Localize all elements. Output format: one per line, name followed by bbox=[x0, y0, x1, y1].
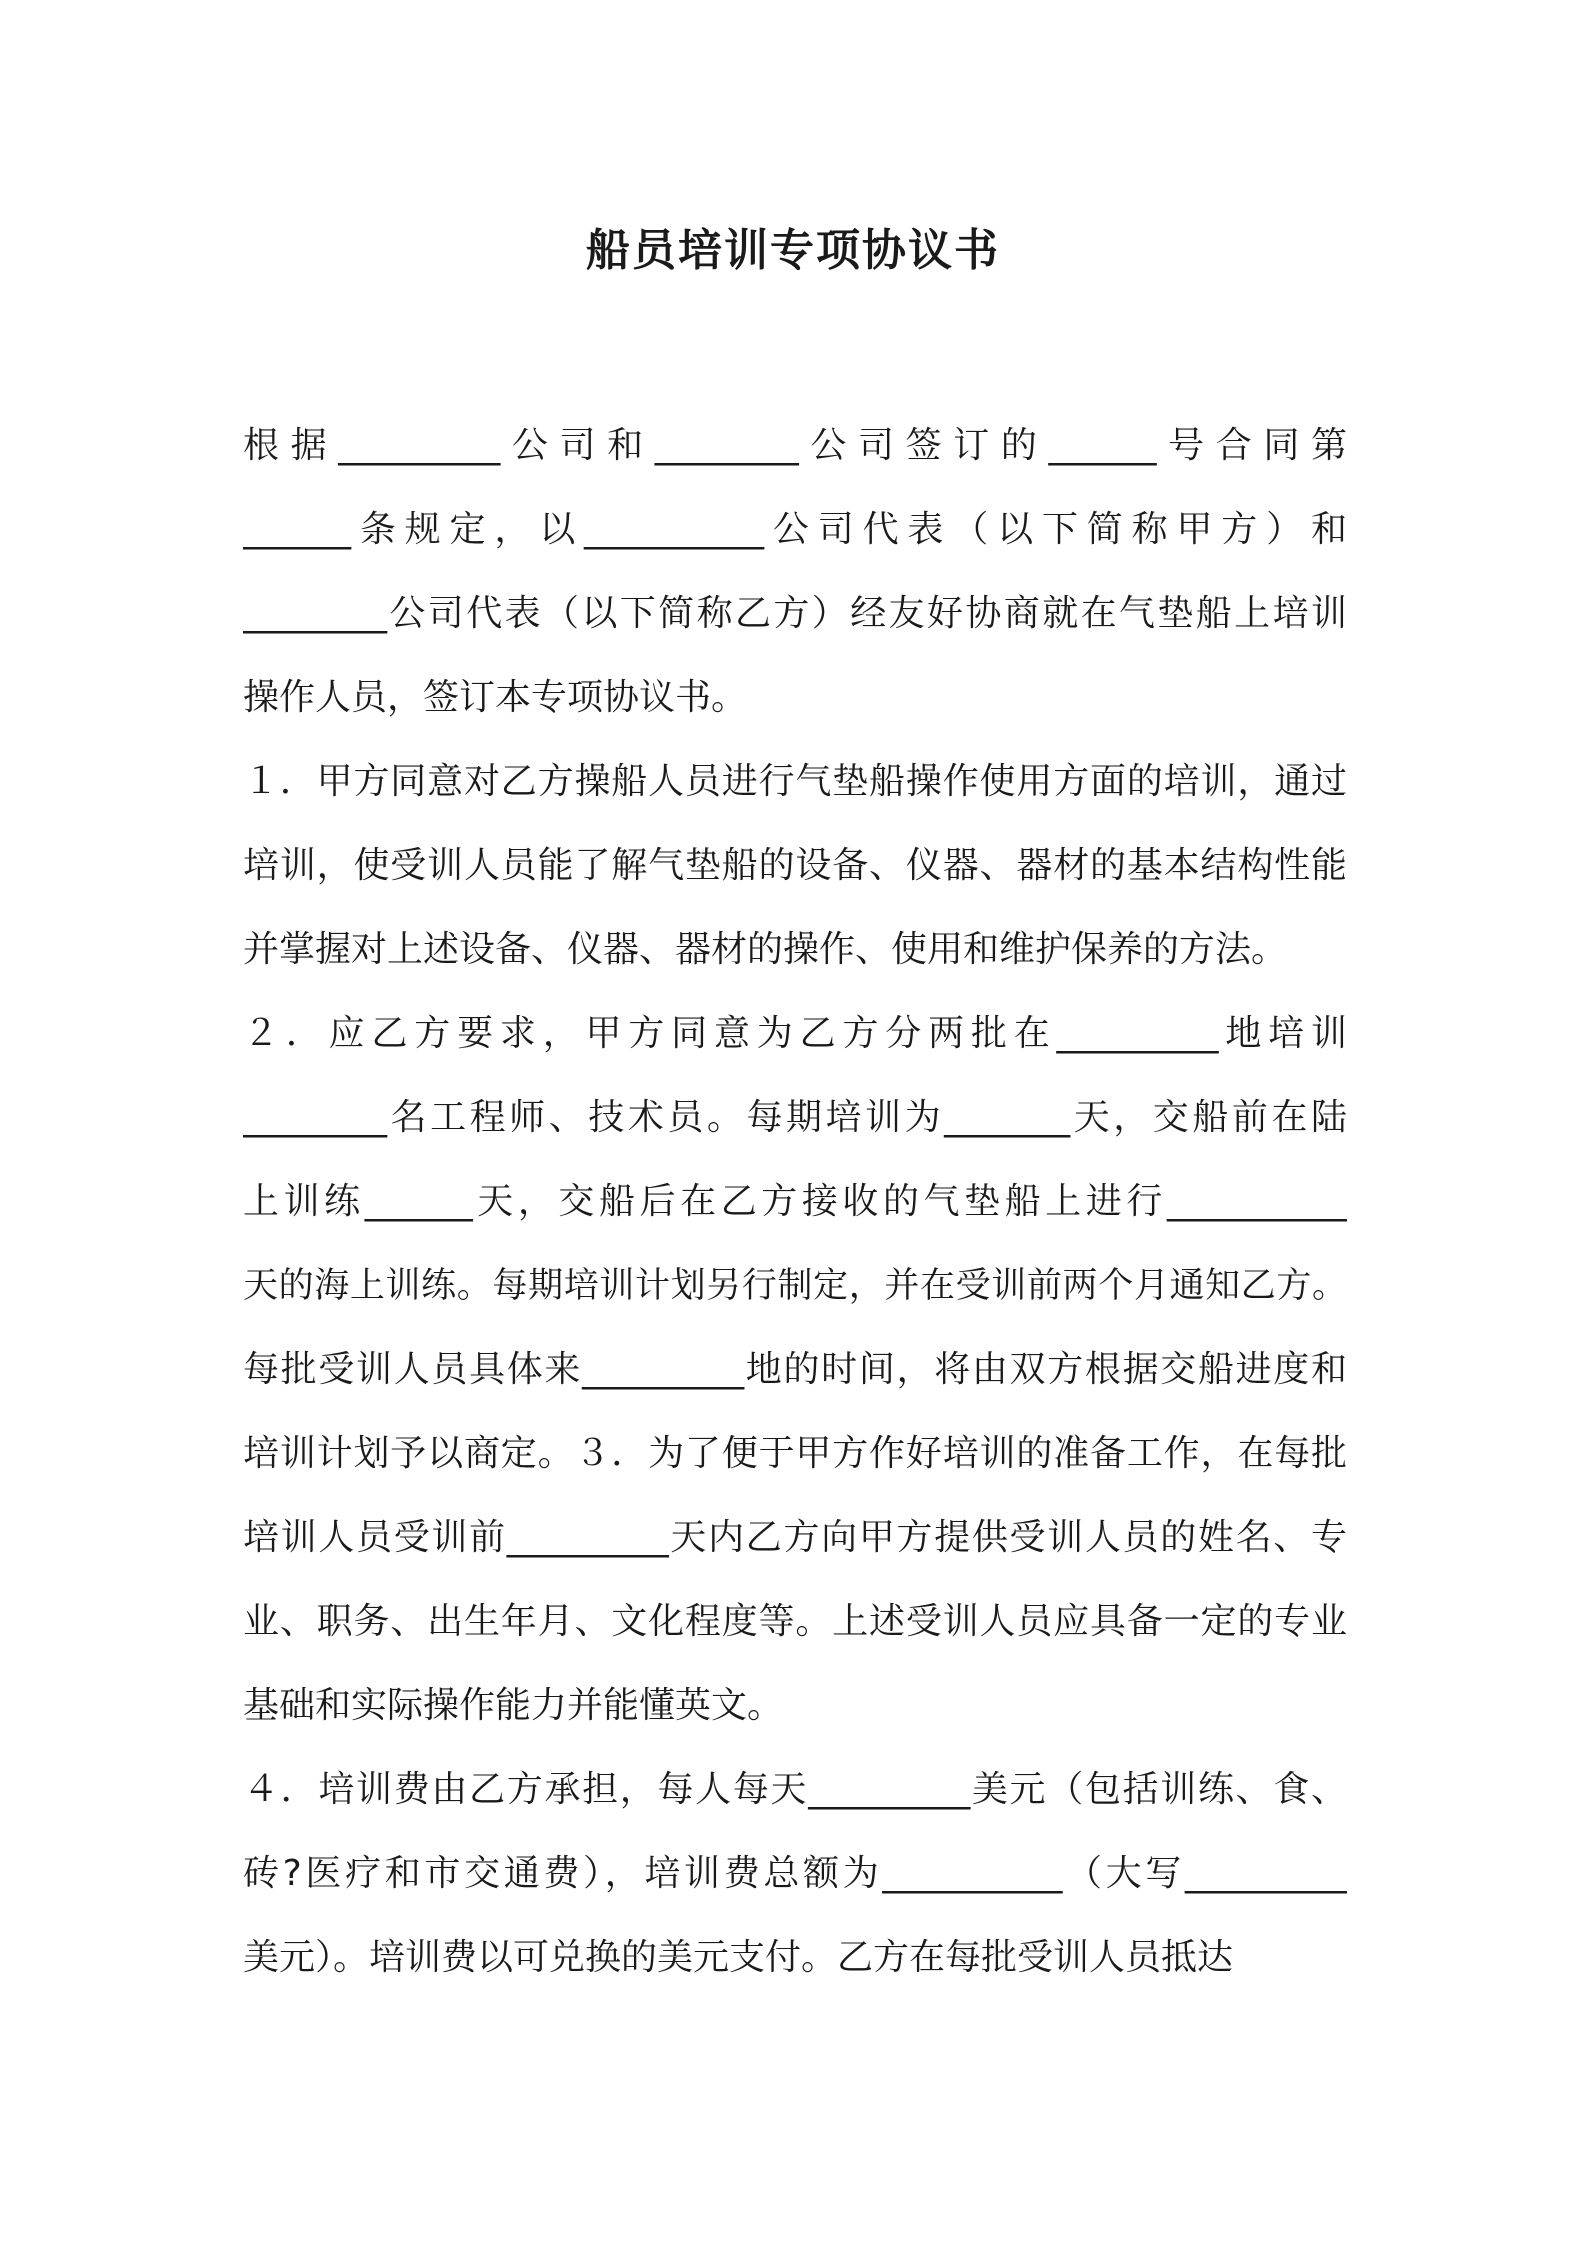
document-title: 船员培训专项协议书 bbox=[586, 225, 1000, 276]
body-line: 天的海上训练。每期培训计划另行制定，并在受训前两个月通知乙方。 bbox=[243, 1266, 1347, 1306]
body-line: 每批受训人员具体来_________地的时间，将由双方根据交船进度和 bbox=[243, 1349, 1347, 1390]
body-line: １．甲方同意对乙方操船人员进行气垫船操作使用方面的培训，通过 bbox=[243, 761, 1347, 802]
body-line: 培训，使受训人员能了解气垫船的设备、仪器、器材的基本结构性能 bbox=[243, 845, 1347, 886]
body-line: 并掌握对上述设备、仪器、器材的操作、使用和维护保养的方法。 bbox=[243, 929, 1288, 970]
body-line: 培训计划予以商定。３．为了便于甲方作好培训的准备工作，在每批 bbox=[243, 1433, 1347, 1474]
body-line: ________公司代表（以下简称乙方）经友好协商就在气垫船上培训 bbox=[243, 593, 1347, 634]
body-line: 培训人员受训前_________天内乙方向甲方提供受训人员的姓名、专 bbox=[243, 1517, 1347, 1558]
body-line: 基础和实际操作能力并能懂英文。 bbox=[243, 1685, 784, 1726]
body-line: ________名工程师、技术员。每期培训为_______天，交船前在陆 bbox=[243, 1097, 1347, 1138]
body-line: 根据_________公司和________公司签订的______号合同第 bbox=[243, 425, 1347, 466]
body-line: 砖?医疗和市交通费），培训费总额为__________（大写_________ bbox=[243, 1853, 1347, 1894]
body-line: ______条规定，以__________公司代表（以下简称甲方）和 bbox=[243, 509, 1347, 550]
body-line: 美元）。培训费以可兑换的美元支付。乙方在每批受训人员抵达 bbox=[243, 1937, 1234, 1978]
body-line: 上训练______天，交船后在乙方接收的气垫船上进行__________ bbox=[243, 1181, 1347, 1222]
body-line: ４．培训费由乙方承担，每人每天_________美元（包括训练、食、 bbox=[243, 1769, 1347, 1810]
body-line: 业、职务、出生年月、文化程度等。上述受训人员应具备一定的专业 bbox=[243, 1601, 1347, 1642]
document-body bbox=[243, 404, 1347, 2000]
body-line: ２．应乙方要求，甲方同意为乙方分两批在_________地培训 bbox=[243, 1013, 1347, 1054]
body-line: 操作人员，签订本专项协议书。 bbox=[243, 677, 748, 718]
